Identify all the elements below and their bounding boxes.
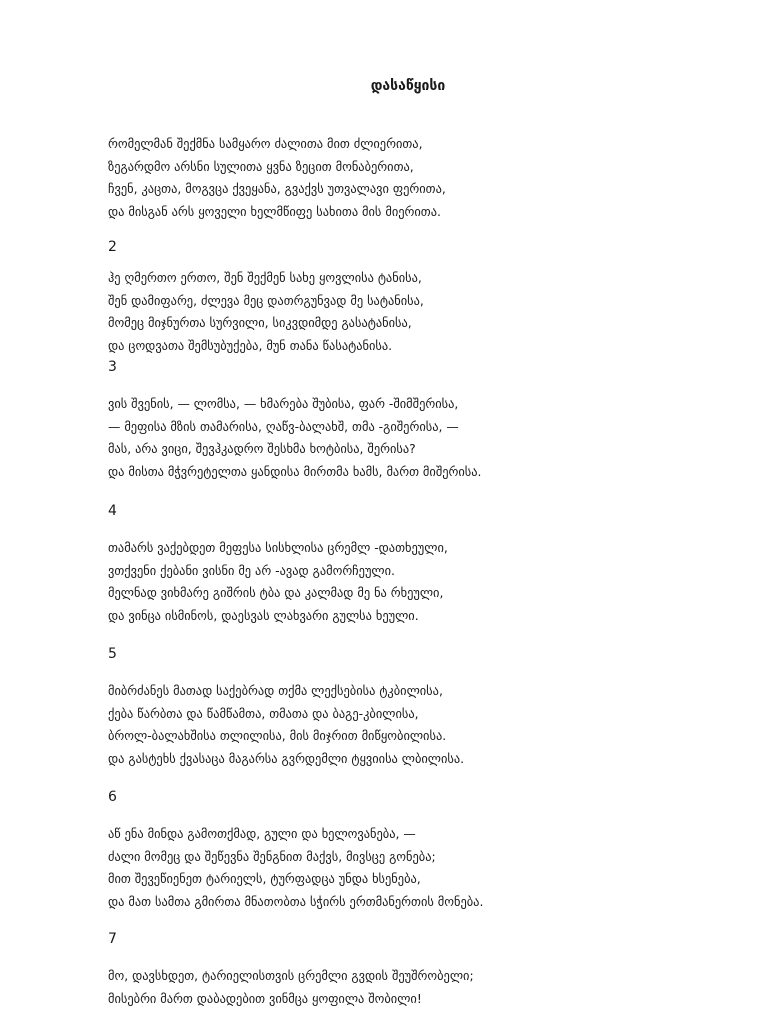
stanza-line: მელნად ვიხმარე გიშრის ტბა და კალმად მე ნა რხეული,	[108, 585, 444, 601]
stanza-line: ვთქვენი ქებანი ვისნი მე არ -ავად გამორჩეული.	[108, 562, 395, 578]
stanza-line: და მათ სამთა გმირთა მნათობთა სჭირს ერთმანერთის მონება.	[108, 894, 484, 910]
stanza-line: მო, დავსხდეთ, ტარიელისთვის ცრემლი გვდის შეუშრობელი;	[108, 968, 474, 983]
stanza-4	[108, 501, 748, 628]
stanza-3	[108, 357, 748, 484]
stanza-line: და ცოდვათა შემსუბუქება, მუნ თანა წასატანისა.	[108, 338, 393, 354]
stanza-line: და მისთა მჭვრეტელთა ყანდისა მირთმა ხამს, მართ მიშერისა.	[108, 464, 482, 480]
stanza-line: ზეგარდმო არსნი სულითა ყვნა ზეცით მონაბერითა,	[108, 158, 414, 174]
stanza-line: და ვინცა ისმინოს, დაესვას ლახვარი გულსა ხეული.	[108, 608, 419, 624]
stanza-line: აწ ენა მინდა გამოთქმად, გული და ხელოვანება, —	[108, 826, 416, 841]
stanza-line: რომელმან შექმნა სამყარო ძალითა მით ძლიერითა,	[108, 136, 423, 151]
stanza-line: და მისგან არს ყოველი ხელმწიფე სახითა მის მიერითა.	[108, 204, 441, 220]
stanza-line: ძალი მომეც და შეწევნა შენგნით მაქვს, მივსცე გონება;	[108, 848, 436, 864]
stanza-line: ქება წარბთა და წამწამთა, თმათა და ბაგე-კბილისა,	[108, 705, 419, 721]
stanza-line: თამარს ვაქებდეთ მეფესა სისხლისა ცრემლ -დათხეული,	[108, 540, 448, 555]
stanza-number: 7	[108, 931, 117, 947]
stanza-1	[108, 133, 748, 224]
stanza-line: — მეფისა მზის თამარისა, ღაწვ-ბალახშ, თმა -გიშერისა, —	[108, 418, 459, 434]
stanza-7	[108, 929, 748, 1010]
stanza-6	[108, 787, 748, 914]
document-title: დასაწყისი	[370, 78, 446, 94]
stanza-line: მიბრძანეს მათად საქებრად თქმა ლექსებისა ტკბილისა,	[108, 683, 443, 698]
stanza-line: ჰე ღმერთო ერთო, შენ შექმენ სახე ყოვლისა ტანისა,	[108, 270, 422, 285]
stanza-line: ჩვენ, კაცთა, მოგვცა ქვეყანა, გვაქვს უთვალავი ფერითა,	[108, 181, 446, 197]
stanza-number: 6	[108, 789, 117, 805]
stanza-line: შენ დამიფარე, ძლევა მეც დათრგუნვად მე სატანისა,	[108, 292, 424, 308]
stanza-number: 5	[108, 646, 117, 662]
stanza-line: ბროლ-ბალახშისა თლილისა, მის მიჯრით მიწყობილისა.	[108, 728, 447, 744]
stanza-line: მომეც მიჯნურთა სურვილი, სიკვდიმდე გასატანისა,	[108, 315, 412, 331]
stanza-number: 4	[108, 503, 117, 519]
stanza-line: ვის შვენის, — ლომსა, — ხმარება შუბისა, ფარ -შიმშერისა,	[108, 396, 459, 411]
stanza-line: მით შევეწიენეთ ტარიელს, ტურფადცა უნდა ხსენება,	[108, 871, 421, 887]
stanza-5	[108, 644, 748, 771]
stanza-line: და გასტეხს ქვასაცა მაგარსა გვრდემლი ტყვიისა ლბილისა.	[108, 751, 465, 767]
stanza-number: 2	[108, 239, 117, 255]
stanza-2	[108, 237, 748, 358]
stanza-number: 3	[108, 359, 117, 375]
stanza-line: მას, არა ვიცი, შევჰკადრო შესხმა ხოტბისა, შერისა?	[108, 441, 416, 457]
stanza-line: მისებრი მართ დაბადებით ვინმცა ყოფილა შობილი!	[108, 990, 422, 1006]
